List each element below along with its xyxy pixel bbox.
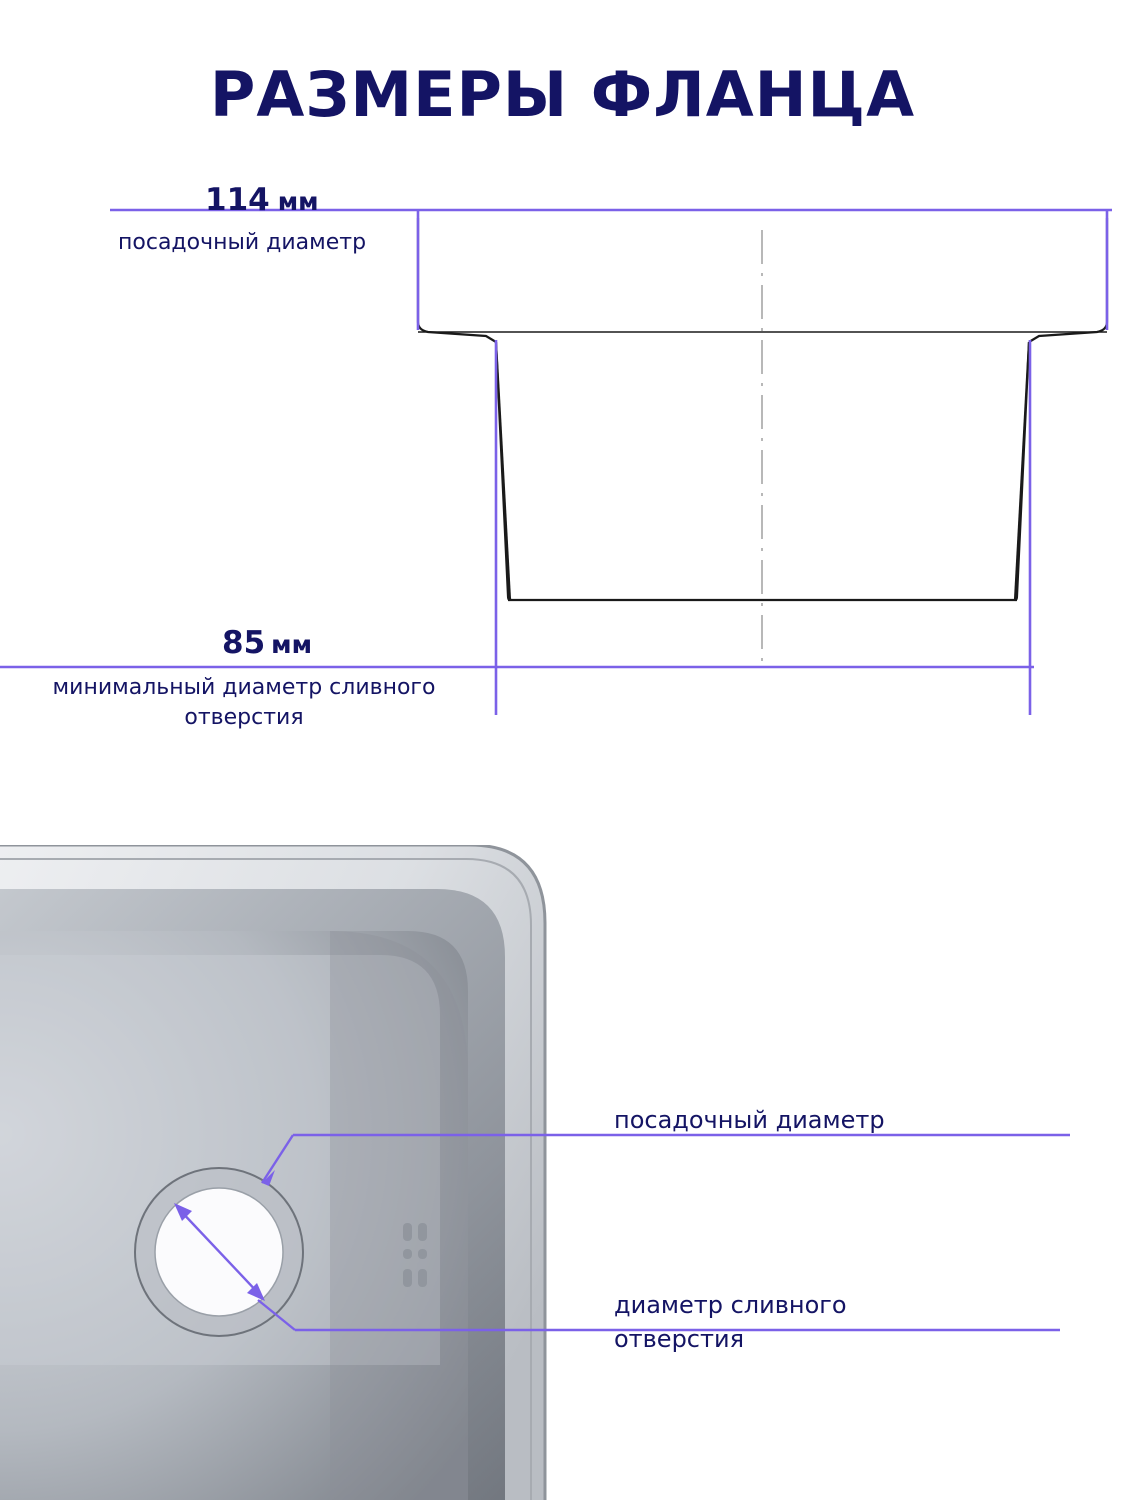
top-dimension-label: 114 мм — [205, 182, 319, 218]
bottom-dimension-description-line1: минимальный диаметр сливного — [52, 675, 436, 700]
sink-photo-section — [0, 845, 1125, 1500]
callout-label-drain-diameter-line2: отверстия — [614, 1325, 745, 1353]
callout-label-seating-diameter: посадочный диаметр — [614, 1106, 885, 1134]
top-dimension-description: посадочный диаметр — [118, 230, 367, 255]
bottom-dimension-label: 85 мм — [222, 625, 313, 661]
flange-technical-drawing — [0, 170, 1125, 770]
page-title: РАЗМЕРЫ ФЛАНЦА — [209, 58, 916, 131]
bottom-dimension-description-line2: отверстия — [184, 705, 304, 730]
sink-photo — [0, 845, 1125, 1500]
callout-label-drain-diameter-line1: диаметр сливного — [614, 1291, 847, 1319]
bottom-dimension-lines — [0, 340, 1034, 715]
